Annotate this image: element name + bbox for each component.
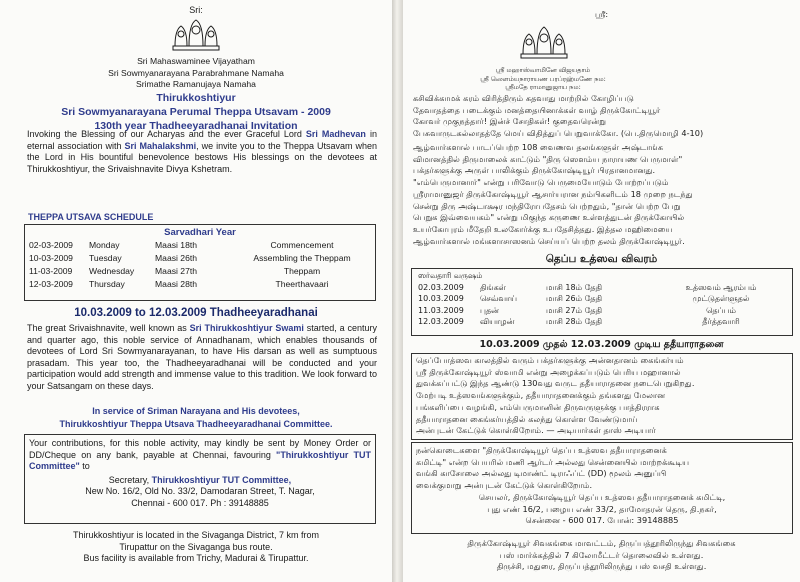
- schedule-tamil-date: மாசி 18ம் தேதி: [546, 282, 603, 292]
- contribution-line: வைக்குமாறு அன்புடன் கேட்டுக் கொள்கிறோம்.: [416, 480, 593, 491]
- invitation-title: 130th year Thadheeyaradhanai Invitation: [94, 120, 298, 132]
- year-name: ஸர்வதாரி வருஷம்: [418, 271, 483, 280]
- schedule-event: Theerthavaari: [275, 279, 329, 289]
- schedule-date: 10.03.2009: [418, 294, 464, 304]
- schedule-title: THEPPA UTSAVA SCHEDULE: [28, 212, 154, 222]
- history-box: [411, 353, 793, 440]
- verse-line: பேசுவாருடகல்லாதத்தே மெய் விதித்துப் பெறுவாக்கோ. (பெ.திருமொழி 4-10): [413, 128, 704, 139]
- intro-line: விமானத்தில் திருமாலைக் காட்டும் "திரு ஸௌம்ய நாராயண பெருமாள்": [413, 153, 683, 164]
- schedule-event: Assembling the Theppam: [253, 253, 351, 263]
- thadheeya-heading: 10.03.2009 to 12.03.2009 Thadheeyaradhanai: [74, 307, 318, 319]
- schedule-table: [418, 282, 786, 328]
- schedule-day: திங்கள்: [480, 282, 506, 292]
- invocation-line: Srimathe Ramanujaya Namaha: [136, 79, 256, 89]
- schedule-event: Commencement: [270, 240, 334, 250]
- schedule-date: 11.03.2009: [418, 305, 464, 315]
- invite-text: Invoking the Blessing of our Acharyas and the ever Graceful Lord: [27, 129, 302, 139]
- contribution-line: வங்கி காசோலை அல்லது டிமாண்ட் டிராஃப்ட் (DD) மூலம் அனுப்பி: [416, 468, 667, 479]
- intro-line: ஸ்ரீராமானுஜர் திருக்கோஷ்டியூர் ஆசார்யரான நம்பிகளிடம் 18 முறை நடந்து: [413, 188, 693, 199]
- address-line: செயலர், திருக்கோஷ்டியூர் தெப்ப உத்ஸவ ததீயாராதனைக் கமிட்டி,: [478, 491, 726, 502]
- schedule-day: புதன்: [480, 305, 499, 315]
- verse-line: கோவர் முகுநத்தார்! இன்ச் சோதிகள்! குதைவரென்று: [413, 116, 607, 127]
- table-row: [29, 278, 367, 291]
- schedule-day: Thursday: [89, 279, 125, 289]
- schedule-date: 02.03.2009: [418, 282, 464, 292]
- invocation: [0, 56, 392, 91]
- consort-name: Sri Mahalakshmi: [124, 140, 197, 151]
- contribution-line: to: [82, 461, 90, 472]
- table-row: [418, 293, 786, 305]
- verse: [413, 93, 791, 140]
- history-text: started, a century and quarter ago, this noble service of Annadhanam, which enables thousands of devotees of Lord Sri Sowmyanarayanan, to have His darsan as well as sumptuous prasadam. This year too, the Thadheeyaradhanai will be conducted and your participation would add strength and immense value to this tradition. We look forward to your Satsangam on these days.: [27, 323, 377, 391]
- schedule-event: தீர்த்தவாரி: [702, 317, 740, 327]
- table-row: [418, 305, 786, 317]
- schedule-box: [24, 224, 376, 301]
- deity-emblem: [171, 16, 221, 54]
- contribution-box: [24, 434, 376, 524]
- location-line: Tirupattur on the Sivaganga bus route.: [119, 541, 273, 552]
- page-fold: [392, 0, 403, 582]
- schedule-day: Tuesday: [89, 253, 122, 263]
- verse-line: கசிவிக்காமக் கரம் விரித்திரும் கதவாது மாற்றில் கோழிப்படு: [413, 93, 634, 103]
- schedule-event: முட்டுதள்ளுதல்: [692, 294, 750, 304]
- intro: [413, 142, 791, 247]
- address-line: சென்னை - 600 017. போன்: 39148885: [525, 515, 679, 526]
- schedule-tamil-date: மாசி 26ம் தேதி: [546, 294, 603, 304]
- history-line: ததீயாராதனை கைங்கர்யத்தில் கலந்து கொள்ள வேண்டுமாய்: [416, 413, 638, 424]
- invocation-line: Sri Sowmyanarayana Parabrahmane Namaha: [108, 67, 284, 78]
- schedule-date: 10-03-2009: [29, 253, 73, 263]
- table-row: [418, 316, 786, 328]
- schedule-event: Theppam: [283, 266, 321, 276]
- verse-line: தேவாதத்தை படைக்கும் மனத்தையினாக்கள் வாழ் திருக்கோட்டியூர்: [413, 104, 661, 115]
- location-line: Thirukkoshtiyur is located in the Sivaganga District, 7 km from: [72, 530, 320, 540]
- schedule-date: 12.03.2009: [418, 317, 464, 327]
- invite-text: in eternal association with: [27, 129, 377, 151]
- table-row: [418, 282, 786, 294]
- schedule-table: [29, 239, 367, 291]
- intro-line: சென்று திரு அஷ்டாக்ஷர மந்திரோபதேசம் பெற்றதும், "தான் பெற்ற பேறு: [413, 200, 681, 211]
- schedule-date: 02-03-2009: [29, 240, 73, 250]
- contribution-line: கமிட்டி" என்ற பெயரில் மணி ஆர்டர் அல்லது சென்னையில் மாற்றக்கூடிய: [416, 456, 690, 467]
- schedule-tamil-date: மாசி 28ம் தேதி: [546, 317, 603, 327]
- location-line: Bus facility is available from Trichy, Madurai & Tirupattur.: [83, 553, 309, 564]
- intro-line: பெறுக இவ்வையகம்" என்று மிகுந்த கருணை உள்ளத்துடன் திருக்கோயில்: [413, 212, 685, 223]
- invocation-line: Sri Mahaswaminee Vijayatham: [137, 56, 255, 66]
- address-line: புது எண் 16/2, பழைய எண் 33/2, தாமோதரன் தெரு, தி.நகர்,: [487, 503, 717, 514]
- history-line: துவக்கப்பட்டு இந்த ஆண்டு 130வது வருட ததீயாராதனை நடைபெறுகிறது.: [416, 378, 695, 389]
- address-name: Thirukkoshtiyur TUT Committee,: [151, 474, 292, 485]
- schedule-tamil-date: Maasi 28th: [155, 279, 198, 289]
- invite-text: , we invite you to the Theppa Utsavam when the Lord in His bountiful benevolence bestows His blessings on the devotees at Thirukkoshtiyur, the Srivaishnavite Divya Kshetram.: [27, 140, 377, 174]
- location-note: [403, 538, 800, 573]
- invocation: [463, 66, 623, 92]
- schedule-day: Monday: [89, 240, 120, 250]
- thadheeya-heading: 10.03.2009 முதல் 12.03.2009 முடிய ததீயாராதனை: [479, 339, 724, 350]
- festival-heading: தெப்ப உத்ஸவ விவரம்: [545, 253, 658, 265]
- schedule-tamil-date: Maasi 27th: [155, 266, 198, 276]
- place-title: Thirukkoshtiyur: [156, 92, 236, 104]
- schedule-date: 12-03-2009: [29, 279, 73, 289]
- invocation-line: ஸ்ரீமதே ராமானுஜாய நம:: [505, 83, 581, 91]
- schedule-tamil-date: Maasi 26th: [155, 253, 198, 263]
- schedule-tamil-date: Maasi 18th: [155, 240, 198, 250]
- intro-line: உயர்கோபுரம் மீதேறி உலகோர்க்கு உபதேசித்தது. இத்தல மஹிமையை: [413, 223, 673, 234]
- history-line: பங்களிப்பை வழங்கி, எம்பெருமானின் திருவருளுக்கு பாத்திரராக: [416, 401, 660, 412]
- location-line: திருக்கோஷ்டியூர் சிவகங்கை மாவட்டம், திருப்பத்தூரிலிருந்து சிவகங்கை: [467, 538, 736, 548]
- location-line: பஸ் மார்க்கத்தில் 7 கிலோமீட்டர் தொலைவில் உள்ளது.: [499, 549, 704, 560]
- event-title: Sri Sowmyanarayana Perumal Theppa Utsavam - 2009: [61, 106, 331, 118]
- address-line: Chennai - 600 017. Ph : 39148885: [131, 497, 269, 508]
- intro-line: பக்தர்களுக்கு அருள் பாலிக்கும் திருக்கோஷ்டியூர் பிரதானமானது.: [413, 165, 656, 176]
- history-line: தெப்போத்ஸவ காலத்தில் வரும் பக்தர்களுக்கு அன்னதானம் கைங்கர்யம்: [416, 355, 684, 365]
- intro-line: "எம்பெருமானார்" என்று பரிவோடு பெருமையோடும் போற்றப்படும்: [413, 177, 669, 188]
- contribution-line: Your contributions, for this noble activity, may kindly be sent by Money Order or DD/Cheque on any bank, payable at Chennai, favouring: [29, 438, 371, 460]
- contribution-box: [411, 442, 793, 534]
- table-row: [29, 252, 367, 265]
- tamil-page: [403, 0, 800, 582]
- service-line: In service of Sriman Narayana and His devotees,: [92, 406, 300, 416]
- schedule-box: [411, 268, 793, 336]
- history-line: அன்புடன் கேட்டுக் கொள்கிறோம். — அடியார்கள் தாஸ் அடியார்: [416, 425, 656, 436]
- english-page: [0, 0, 392, 582]
- history-text: The great Srivaishnavite, well known as: [27, 323, 187, 333]
- intro-line: ஆழ்வார்களால் மங்களாசாஸனம் செய்யப் பெற்ற தலம் திருக்கோஷ்டியூர்.: [413, 235, 685, 246]
- payee-name: "Thirukkoshtiyur TUT Committee": [29, 449, 371, 472]
- table-row: [29, 265, 367, 278]
- location-line: திருச்சி, மதுரை, திருப்பத்தூரிலிருந்து பஸ் வசதி உள்ளது.: [496, 561, 707, 572]
- intro-line: ஆழ்வார்களால் பாடப்பெற்ற 108 வைணவ தலங்களுள் அஷ்டாங்க: [413, 142, 664, 152]
- sri-label: ஸ்ரீ:: [594, 10, 609, 19]
- swami-name: Sri Thirukkoshtiyur Swami: [189, 323, 304, 333]
- deity-emblem: [519, 22, 569, 62]
- address-prefix: Secretary,: [108, 474, 150, 485]
- address-line: [25, 475, 375, 487]
- invite-paragraph: [27, 129, 377, 175]
- schedule-day: வியாழன்: [480, 317, 515, 327]
- schedule-tamil-date: மாசி 27ம் தேதி: [546, 305, 603, 315]
- schedule-event: தெப்பம்: [706, 305, 736, 315]
- history-line: ஸ்ரீ திருக்கோஷ்டியூர் ஸ்வாமி என்று அழைக்கப்படும் பெரிய மஹானால்: [416, 366, 681, 377]
- history-paragraph: [27, 323, 377, 393]
- history-line: மேற்படி உத்ஸவங்களுக்கும், ததீயாராதனைக்கும் தங்களது மேலான: [416, 390, 666, 401]
- sri-label: Sri:: [189, 5, 203, 15]
- committee-line: Thirukkoshtiyur Theppa Utsava Thadheeyaradhanai Committee.: [59, 419, 333, 429]
- address-line: New No. 16/2, Old No. 33/2, Damodaran Street, T. Nagar,: [85, 486, 315, 497]
- location-note: [0, 530, 392, 565]
- lord-name: Sri Madhevan: [305, 129, 366, 139]
- contribution-line: நன்கொடைகளை "திருக்கோஷ்டியூர் தெப்ப உத்ஸவ ததீயாராதனைக்: [416, 445, 667, 455]
- contribution-text: [29, 438, 371, 473]
- invocation-line: ஸ்ரீ ஸௌம்யநாராயண பரப்ரஹ்மணே நம:: [480, 74, 606, 83]
- year-name: Sarvadhari Year: [164, 227, 236, 238]
- schedule-event: உத்ஸவம் ஆரம்பம்: [685, 282, 757, 292]
- schedule-day: Wednesday: [89, 266, 135, 276]
- schedule-day: செவ்வாய்: [480, 294, 518, 304]
- schedule-date: 11-03-2009: [29, 266, 73, 276]
- invocation-line: ஸ்ரீ மஹாஸ்வாமினே விஜயதாம்: [495, 66, 591, 74]
- table-row: [29, 239, 367, 252]
